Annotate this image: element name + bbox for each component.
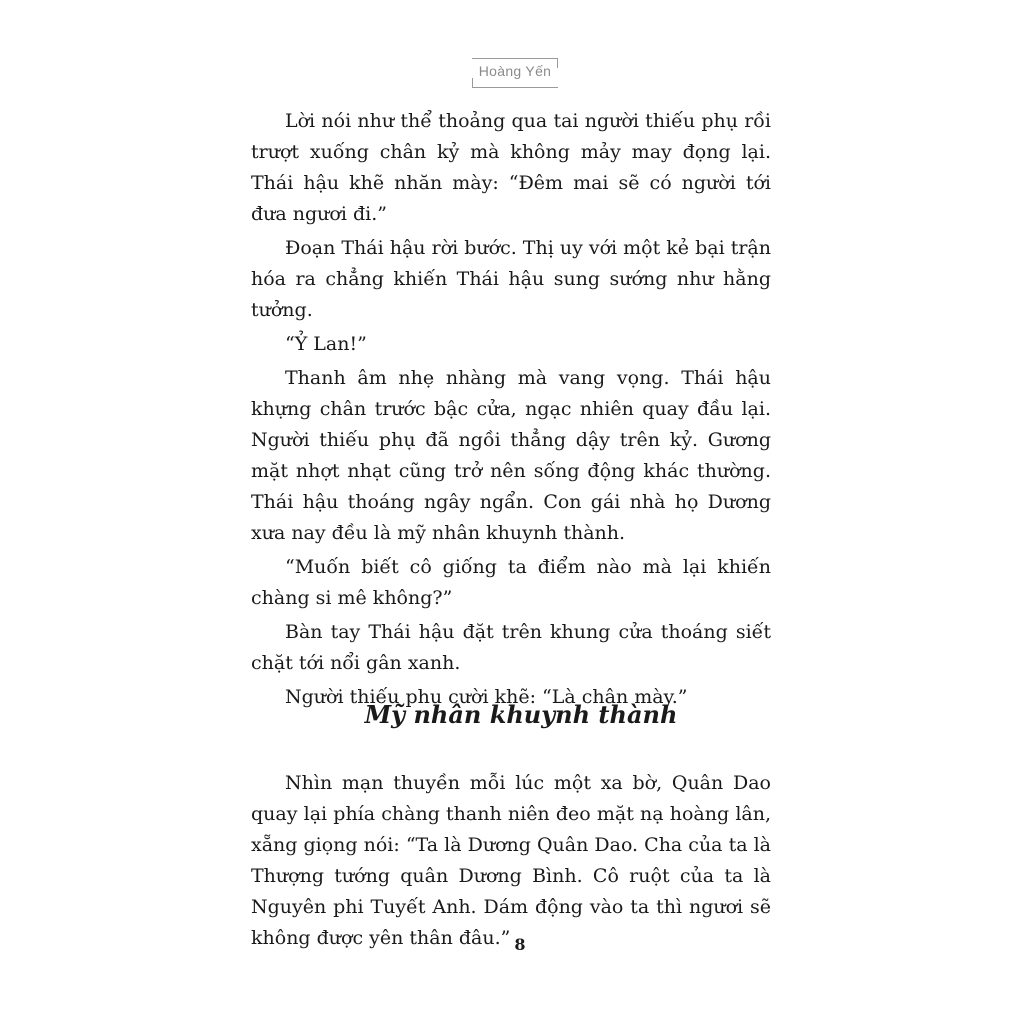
chapter-title: Mỹ nhân khuynh thành	[364, 700, 678, 729]
paragraph: Thanh âm nhẹ nhàng mà vang vọng. Thái hậu khựng chân trước bậc cửa, ngạc nhiên quay đầu lại. Người thiếu phụ đã ngồi thẳng dậy trên kỷ. Gương mặt nhợt nhạt cũng trở nên sống động khác thường. Thái hậu thoáng ngây ngẩn. Con gái nhà họ Dương xưa nay đều là mỹ nhân khuynh thành.	[251, 367, 771, 544]
header-frame-line	[472, 78, 473, 88]
running-title: Hoàng Yến	[478, 63, 552, 79]
body-text-after	[251, 768, 771, 957]
page-number: 8	[514, 935, 526, 954]
paragraph: Nhìn mạn thuyền mỗi lúc một xa bờ, Quân Dao quay lại phía chàng thanh niên đeo mặt nạ hoàng lân, xẵng giọng nói: “Ta là Dương Quân Dao. Cha của ta là Thượng tướng quân Dương Bình. Cô ruột của ta là Nguyên phi Tuyết Anh. Dám động vào ta thì ngươi sẽ không được yên thân đâu.”	[251, 772, 771, 949]
body-text-before	[251, 106, 771, 716]
running-header	[472, 58, 558, 88]
paragraph: Bàn tay Thái hậu đặt trên khung cửa thoáng siết chặt tới nổi gân xanh.	[251, 621, 771, 674]
paragraph: “Muốn biết cô giống ta điểm nào mà lại khiến chàng si mê không?”	[251, 556, 771, 609]
header-frame-line	[472, 58, 558, 59]
header-frame-line	[472, 87, 558, 88]
paragraph: “Ỷ Lan!”	[285, 333, 367, 355]
paragraph: Đoạn Thái hậu rời bước. Thị uy với một kẻ bại trận hóa ra chẳng khiến Thái hậu sung sướng như hằng tưởng.	[251, 237, 771, 321]
paragraph: Lời nói như thể thoảng qua tai người thiếu phụ rồi trượt xuống chân kỷ mà không mảy may đọng lại. Thái hậu khẽ nhăn mày: “Đêm mai sẽ có người tới đưa ngươi đi.”	[251, 110, 771, 225]
paragraph: Người thiếu phụ cười khẽ: “Là chân mày.”	[285, 686, 688, 708]
